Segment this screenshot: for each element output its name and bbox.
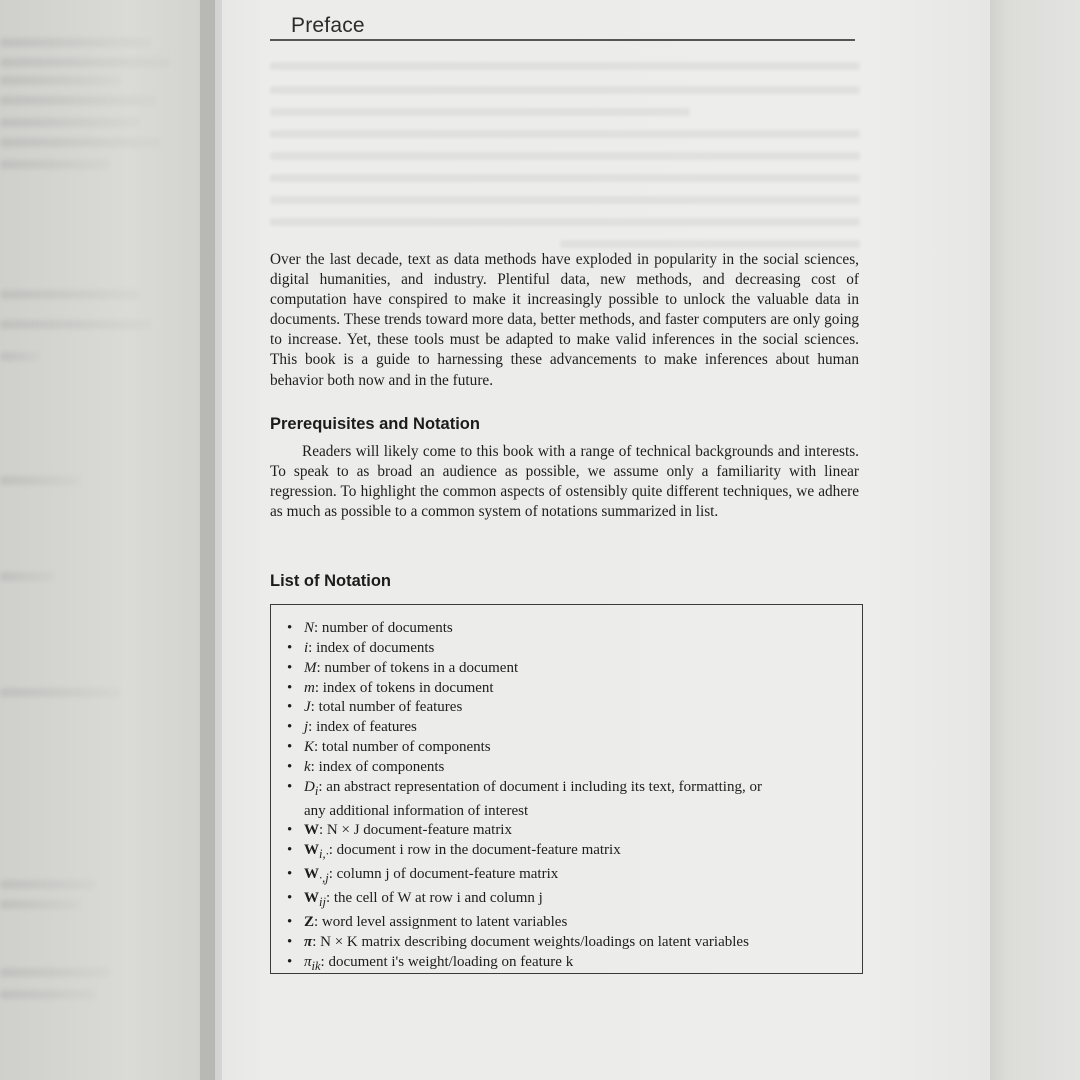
bullet-icon: • bbox=[287, 889, 293, 906]
notation-description: : index of components bbox=[310, 758, 445, 775]
facing-page-text-line bbox=[0, 160, 110, 169]
facing-page-text-line bbox=[0, 118, 140, 127]
notation-box bbox=[270, 604, 863, 974]
notation-description: : number of tokens in a document bbox=[316, 659, 519, 676]
facing-page-text-line bbox=[0, 352, 40, 361]
header-rule bbox=[270, 39, 855, 41]
notation-symbol: W bbox=[304, 889, 319, 906]
facing-page-text-line bbox=[0, 880, 95, 889]
bullet-icon: • bbox=[287, 953, 293, 970]
notation-symbol: W bbox=[304, 822, 319, 839]
bullet-icon: • bbox=[287, 913, 293, 930]
notation-description: : index of features bbox=[308, 719, 417, 736]
notation-description: : number of documents bbox=[314, 620, 453, 636]
prerequisites-paragraph: Readers will likely come to this book with a range of technical backgrounds and interests. To speak to as broad an audience as possible, we assume only a familiarity with linear regression. To highlight the common aspects of ostensibly quite different techniques, we adhere as much as possible to a common system of notations summarized in list. bbox=[270, 443, 859, 521]
notation-subscript: ij bbox=[319, 894, 326, 909]
show-through-line bbox=[270, 218, 860, 226]
notation-subscript: i bbox=[314, 783, 319, 798]
notation-symbol: m bbox=[304, 679, 315, 696]
notation-symbol: M bbox=[304, 659, 317, 676]
notation-symbol: W bbox=[304, 866, 319, 883]
bullet-icon: • bbox=[287, 620, 293, 636]
bullet-icon: • bbox=[287, 778, 293, 795]
bullet-icon: • bbox=[287, 758, 293, 775]
bullet-icon: • bbox=[287, 699, 293, 716]
notation-symbol: j bbox=[304, 719, 309, 736]
notation-list bbox=[271, 605, 862, 976]
bullet-icon: • bbox=[287, 739, 293, 756]
notation-description: : document i's weight/loading on feature k bbox=[320, 953, 574, 970]
notation-item bbox=[285, 953, 862, 977]
notation-item bbox=[285, 841, 862, 865]
intro-paragraph: Over the last decade, text as data methods have exploded in popularity in the social sciences, digital humanities, and industry. Plentiful data, new methods, and decreasing cost of computation have conspired to make it increasingly possible to unlock the valuable data in documents. These trends toward more data, better methods, and faster computers are only going to increase. Yet, these tools must be adapted to make valid inferences in the social sciences. This book is a guide to harnessing these advancements to make inferences about human behavior both now and in the future. bbox=[270, 251, 859, 389]
notation-item bbox=[285, 639, 862, 659]
notation-item bbox=[285, 659, 862, 679]
show-through-line bbox=[270, 174, 860, 182]
notation-item bbox=[285, 933, 862, 953]
running-header-title: Preface bbox=[291, 14, 365, 37]
bullet-icon: • bbox=[287, 659, 293, 676]
section-heading-prerequisites: Prerequisites and Notation bbox=[270, 415, 480, 433]
notation-description: : an abstract representation of document i including its text, formatting, or bbox=[318, 778, 762, 795]
notation-item bbox=[285, 758, 862, 778]
show-through-line bbox=[270, 108, 690, 116]
notation-item bbox=[285, 821, 862, 841]
show-through-line bbox=[560, 240, 860, 248]
bullet-icon: • bbox=[287, 842, 293, 859]
notation-symbol: K bbox=[304, 739, 315, 756]
show-through-line bbox=[270, 196, 860, 204]
notation-subscript: ·,j bbox=[319, 871, 329, 886]
facing-page-text-line bbox=[0, 476, 80, 485]
notation-description: : N × K matrix describing document weights/loadings on latent variables bbox=[312, 933, 749, 950]
notation-item bbox=[285, 738, 862, 758]
facing-page-text-line bbox=[0, 290, 140, 299]
notation-description: : index of tokens in document bbox=[314, 679, 494, 696]
bullet-icon: • bbox=[287, 822, 293, 839]
notation-description: any additional information of interest bbox=[304, 802, 529, 819]
notation-subscript: ik bbox=[311, 958, 321, 973]
show-through-line bbox=[270, 130, 860, 138]
facing-page-text-line bbox=[0, 900, 80, 909]
bullet-icon: • bbox=[287, 679, 293, 696]
notation-item bbox=[285, 865, 862, 889]
notation-description: : N × J document-feature matrix bbox=[319, 822, 512, 839]
notation-item bbox=[285, 718, 862, 738]
facing-page-text-line bbox=[0, 688, 120, 697]
show-through-line bbox=[270, 152, 860, 160]
notation-symbol: J bbox=[304, 699, 311, 716]
notation-symbol: W bbox=[304, 842, 319, 859]
facing-page-text-line bbox=[0, 320, 150, 329]
notation-symbol: D bbox=[304, 778, 315, 795]
page-edge bbox=[990, 0, 1080, 1080]
notation-symbol: N bbox=[304, 620, 315, 636]
notation-item bbox=[285, 889, 862, 913]
notation-item bbox=[285, 913, 862, 933]
facing-page-text-line bbox=[0, 968, 110, 977]
notation-description: : index of documents bbox=[308, 639, 435, 656]
show-through-line bbox=[270, 62, 860, 70]
notation-item bbox=[285, 778, 862, 802]
facing-page-text-line bbox=[0, 990, 95, 999]
bullet-icon: • bbox=[287, 719, 293, 736]
facing-page-text-line bbox=[0, 138, 160, 147]
facing-page-text-line bbox=[0, 38, 150, 47]
notation-description: : total number of features bbox=[310, 699, 463, 716]
notation-description: : total number of components bbox=[314, 739, 491, 756]
section-heading-list-of-notation: List of Notation bbox=[270, 572, 391, 590]
bullet-icon: • bbox=[287, 639, 293, 656]
notation-description: : word level assignment to latent variables bbox=[314, 913, 568, 930]
facing-page-text-line bbox=[0, 96, 155, 105]
facing-page-text-line bbox=[0, 572, 55, 581]
notation-item bbox=[285, 698, 862, 718]
bullet-icon: • bbox=[287, 866, 293, 883]
facing-page bbox=[0, 0, 215, 1080]
notation-description: : the cell of W at row i and column j bbox=[325, 889, 543, 906]
notation-symbol: k bbox=[304, 758, 311, 775]
notation-item bbox=[285, 679, 862, 699]
notation-symbol: π bbox=[304, 933, 313, 950]
notation-item-continuation bbox=[285, 802, 862, 822]
notation-description: : column j of document-feature matrix bbox=[328, 866, 559, 883]
notation-description: : document i row in the document-feature matrix bbox=[328, 842, 621, 859]
notation-symbol: i bbox=[304, 639, 309, 656]
bullet-icon: • bbox=[287, 933, 293, 950]
show-through-line bbox=[270, 86, 860, 94]
notation-symbol: π bbox=[304, 953, 312, 970]
notation-subscript: i,· bbox=[319, 847, 329, 862]
facing-page-text-line bbox=[0, 76, 120, 85]
facing-page-text-line bbox=[0, 58, 170, 67]
notation-item bbox=[285, 619, 862, 639]
notation-symbol: Z bbox=[304, 913, 315, 930]
